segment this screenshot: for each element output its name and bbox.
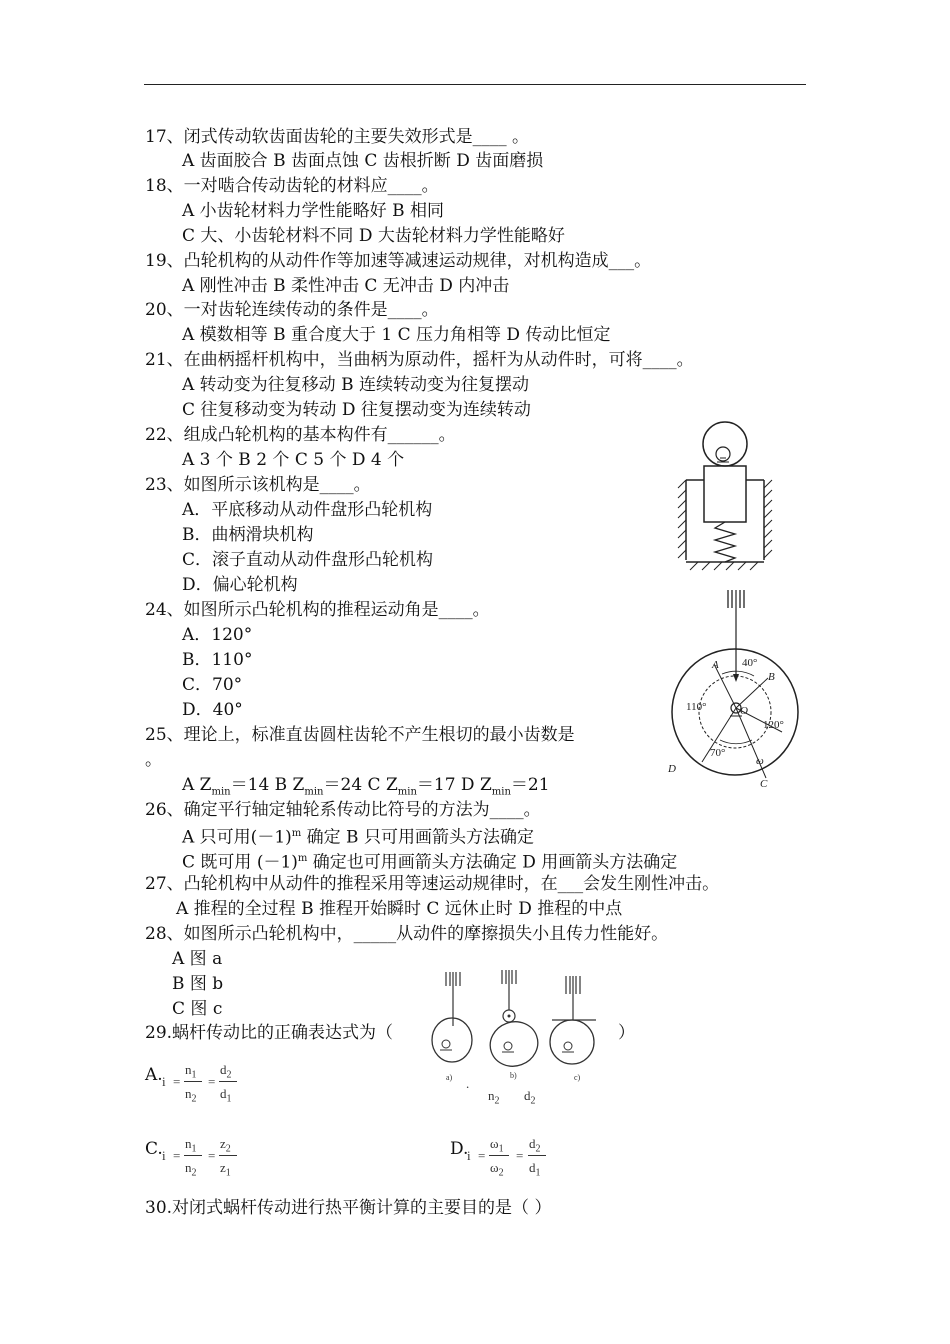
q17-stem: 17、闭式传动软齿面齿轮的主要失效形式是____ 。 [145,127,530,147]
angle-label-120: 120° [763,719,784,731]
q29-option-c-formula: i = $n_1$ $n_2$ = $z_2$ $z_1$ [162,1136,242,1184]
q29-option-b-formula: $n_2$ $d_2$ [488,1088,536,1107]
cam-c [550,1020,594,1064]
q29-option-c-label: C. [145,1139,163,1159]
angle-label-40: 40° [742,657,758,669]
q28-option-c: C 图 c [172,999,223,1019]
center-label: O [740,705,748,717]
q28-cam-figures [424,968,604,1088]
point-a-label: A [712,659,719,671]
q21-options-2: C 往复移动变为转动 D 往复摆动变为连续转动 [182,400,531,420]
q27-stem: 27、凸轮机构中从动件的推程采用等速运动规律时，在___会发生刚性冲击。 [145,874,720,894]
q30-stem: 30.对闭式蜗杆传动进行热平衡计算的主要目的是（ ） [145,1198,552,1218]
q17-options: A 齿面胶合 B 齿面点蚀 C 齿根折断 D 齿面磨损 [182,151,544,171]
q20-options: A 模数相等 B 重合度大于 1 C 压力角相等 D 传动比恒定 [182,325,611,345]
point-b-label: B [768,671,775,683]
q23-option-d: D．偏心轮机构 [182,575,298,595]
q18-options-2: C 大、小齿轮材料不同 D 大齿轮材料力学性能略好 [182,226,565,246]
q23-option-c: C．滚子直动从动件盘形凸轮机构 [182,550,434,570]
q18-stem: 18、一对啮合传动齿轮的材料应____。 [145,176,439,196]
cam-b [484,1015,544,1073]
q21-options-1: A 转动变为往复移动 B 连续转动变为往复摆动 [182,375,529,395]
point-c-label: C [760,778,768,790]
q29-stem-end: ） [618,1023,635,1043]
q24-option-c: C．70° [182,675,243,695]
q29-stem: 29.蜗杆传动比的正确表达式为（ [145,1023,394,1043]
q28-option-b: B 图 b [172,974,224,994]
q23-option-a: A．平底移动从动件盘形凸轮机构 [182,500,433,520]
q29-option-b-dot: . [466,1076,470,1091]
q23-mechanism-figure [670,418,780,578]
q24-option-a: A．120° [182,625,253,645]
q26-options-2: C 既可用 $(-1)^m$ 确定也可用画箭头方法确定 D 用画箭头方法确定 [182,852,678,873]
omega-label: ω [756,755,764,767]
q21-stem: 21、在曲柄摇杆机构中，当曲柄为原动件，摇杆为从动件时，可将____。 [145,350,694,370]
angle-label-70: 70° [710,747,726,759]
q23-option-b: B．曲柄滑块机构 [182,525,314,545]
sub-fig-b-label: b) [510,1071,517,1080]
q22-stem: 22、组成凸轮机构的基本构件有______。 [145,425,456,445]
q24-option-d: D．40° [182,700,243,720]
q25-stem: 25、理论上，标准直齿圆柱齿轮不产生根切的最小齿数是 [145,725,575,745]
q27-options: A 推程的全过程 B 推程开始瞬时 C 远休止时 D 推程的中点 [176,899,623,919]
q24-option-b: B．110° [182,650,253,670]
sub-fig-c-label: c) [574,1073,581,1082]
sub-fig-a-label: a) [446,1073,453,1082]
q29-option-a-formula: i = $n_1$ $n_2$ = $d_2$ $d_1$ [162,1062,242,1110]
q18-options-1: A 小齿轮材料力学性能略好 B 相同 [182,201,444,221]
q26-options-1: A 只可用$(-1)^m$ 确定 B 只可用画箭头方法确定 [182,827,534,848]
q23-stem: 23、如图所示该机构是____。 [145,475,371,495]
q19-stem: 19、凸轮机构的从动件作等加速等减速运动规律，对机构造成___。 [145,251,652,271]
q29-option-d-formula: i = $\omega_1$ $\omega_2$ = $d_2$ $d_1$ [467,1136,557,1184]
q20-stem: 20、一对齿轮连续传动的条件是____。 [145,300,439,320]
q25-stem-end: 。 [145,750,162,770]
cam-a [432,1018,472,1062]
q25-options: A $Z_{min}=14$ B $Z_{min}=24$ C $Z_{min}=17$ D $Z_{min}=21$ [182,775,550,798]
q28-stem: 28、如图所示凸轮机构中，_____从动件的摩擦损失小且传力性能好。 [145,924,669,944]
q24-stem: 24、如图所示凸轮机构的推程运动角是____。 [145,600,490,620]
roller-circle [703,422,747,466]
q19-options: A 刚性冲击 B 柔性冲击 C 无冲击 D 内冲击 [182,276,510,296]
follower-block [704,466,746,522]
point-d-label: D [668,763,676,775]
spring [715,522,735,562]
q29-option-a-label: A. [145,1065,163,1085]
q22-options: A 3 个 B 2 个 C 5 个 D 4 个 [182,450,405,470]
q29-option-d-label: D. [450,1139,469,1159]
q26-stem: 26、确定平行轴定轴轮系传动比符号的方法为____。 [145,800,541,820]
q24-cam-figure [660,582,800,792]
header-rule [144,84,806,85]
angle-label-110: 110° [686,701,707,713]
q28-option-a: A 图 a [172,949,223,969]
